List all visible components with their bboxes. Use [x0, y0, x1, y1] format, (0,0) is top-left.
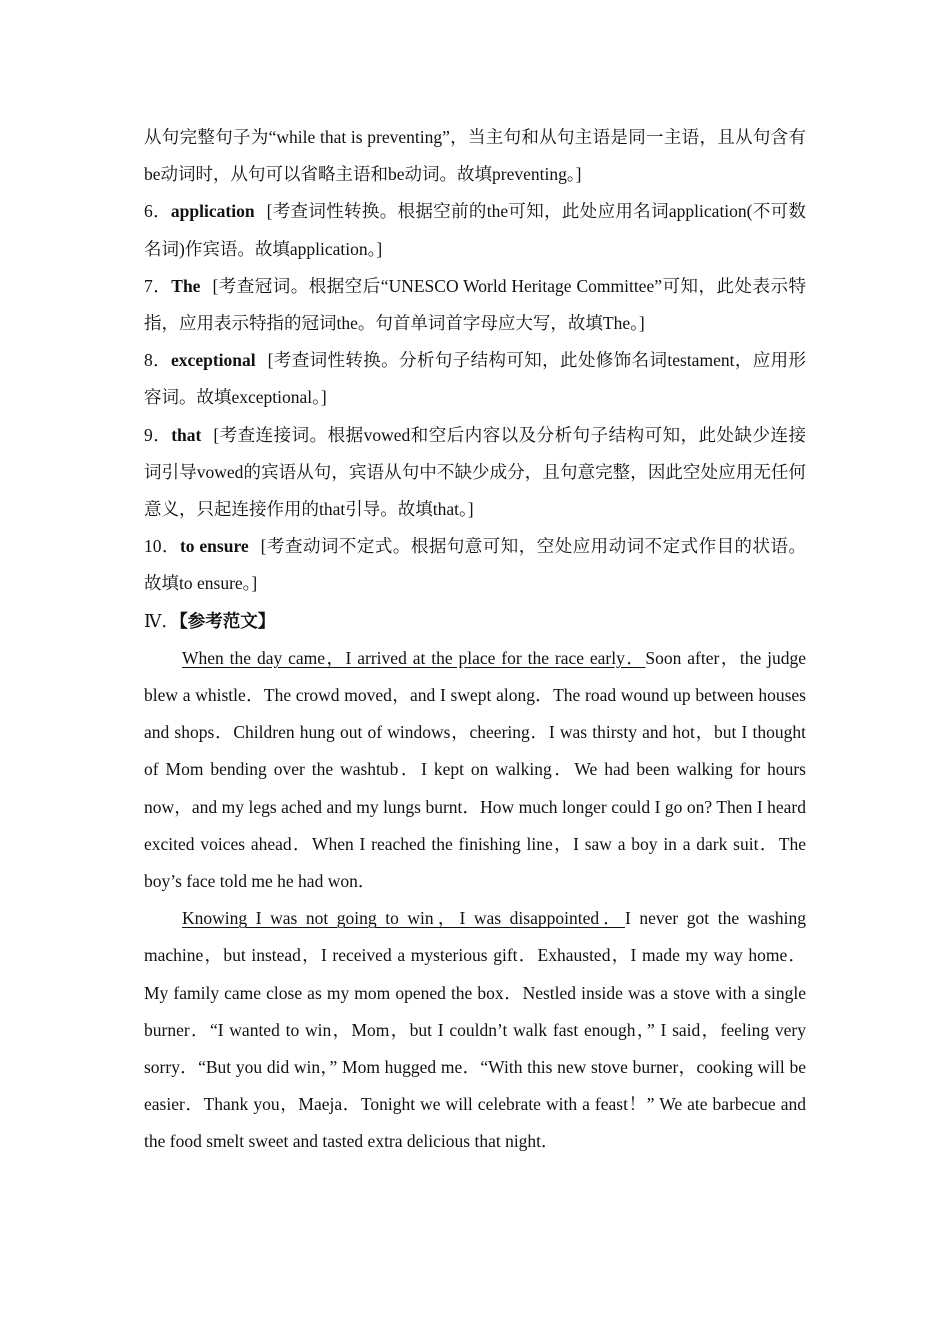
answer-item-10 [144, 528, 806, 602]
answer-number: 10． [144, 536, 180, 557]
answer-item-7 [144, 268, 806, 342]
section-title: 【参考范文】 [178, 610, 276, 631]
essay-opening-sentence: Knowing I was not going to win，I was disappointed． [182, 908, 625, 929]
section-heading [144, 603, 806, 640]
answer-explanation: [考查连接词。根据vowed和空后内容以及分析句子结构可知，此处缺少连接词引导vowed的宾语从句，宾语从句中不缺少成分，且句意完整，因此空处应用无任何意义，只起连接作用的that引导。故填that。] [144, 424, 807, 520]
answer-item-8 [144, 342, 806, 416]
answer-explanation: [考查词性转换。分析句子结构可知，此处修饰名词testament，应用形容词。故填exceptional。] [144, 350, 806, 408]
answer-word: to ensure [179, 536, 249, 557]
essay-paragraph-2 [144, 900, 806, 1160]
continued-explanation: 从句完整句子为“while that is preventing”，当主句和从句主语是同一主语，且从句含有be动词时，从句可以省略主语和be动词。故填preventing。] [144, 127, 806, 185]
essay-paragraph-1 [144, 640, 806, 900]
section-numeral: Ⅳ． [144, 610, 179, 631]
answer-item-6 [144, 193, 806, 267]
answer-word: that [171, 424, 202, 445]
essay-paragraph-body: Soon after，the judge blew a whistle．The crowd moved，and I swept along．The road wound up between houses and shops．Children hung out of windows，cheering．I was thirsty and hot，but I thought of Mom bending over the washtub．I kept on walking．We had been walking for hours now，and my legs ached and my lungs burnt．How much longer could I go on? Then I heard excited voices ahead．When I reached the finishing line，I saw a boy in a dark suit．The boy’s face told me he had won． [144, 647, 806, 892]
answer-number: 7． [144, 275, 172, 296]
essay-paragraph-body: I never got the washing machine，but instead，I received a mysterious gift．Exhausted，I made my way home．My family came close as my mom opened the box．Nestled inside was a stove with a single burner．“I wanted to win，Mom，but I couldn’t walk fast enough，” I said，feeling very sorry．“But you did win，” Mom hugged me．“With this new stove burner，cooking will be easier．Thank you，Maeja．Tonight we will celebrate with a feast！” We ate barbecue and the food smelt sweet and tasted extra delicious that night． [144, 908, 806, 1152]
answer-explanation: [考查冠词。根据空后“UNESCO World Heritage Committee”可知，此处表示特指，应用表示特指的冠词the。句首单词首字母应大写，故填The。] [144, 275, 807, 334]
answer-item-9 [144, 417, 806, 529]
answer-number: 9． [144, 424, 172, 445]
essay-opening-sentence: When the day came，I arrived at the place for the race early． [182, 647, 646, 668]
answer-word: The [171, 275, 201, 296]
answer-word: exceptional [171, 350, 256, 371]
document-page [144, 119, 806, 1161]
answer-explanation: [考查词性转换。根据空前的the可知，此处应用名词application(不可数名词)作宾语。故填application。] [144, 201, 806, 259]
answer-number: 8． [144, 350, 172, 371]
answer-number: 6． [144, 201, 171, 222]
answer-explanation: [考查动词不定式。根据句意可知，空处应用动词不定式作目的状语。故填to ensure。] [144, 536, 807, 594]
answer-word: application [170, 201, 255, 222]
